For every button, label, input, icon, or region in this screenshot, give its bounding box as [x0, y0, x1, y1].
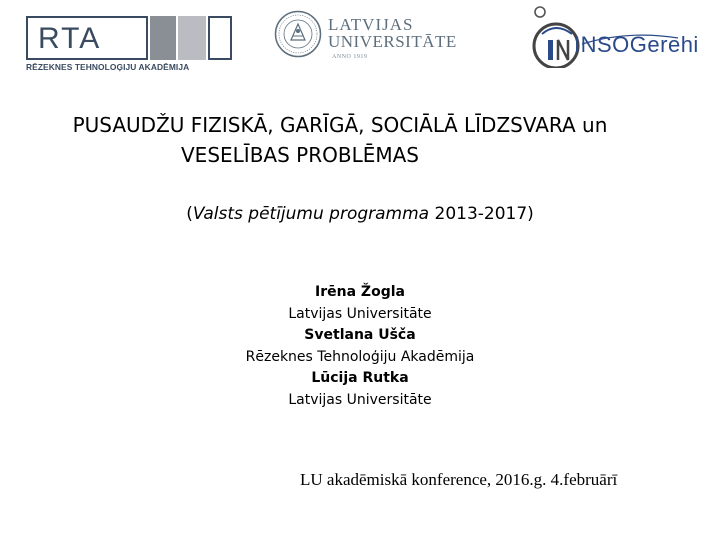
subtitle-open-paren: ( [186, 204, 193, 224]
title-line-2: VESELĪBAS PROBLĒMAS [181, 143, 419, 167]
rta-logo-dark-block [150, 16, 176, 60]
authors-list [0, 282, 720, 411]
author-name: Lūcija Rutka [311, 370, 409, 386]
title-line-1: PUSAUDŽU FIZISKĀ, GARĪGĀ, SOCIĀLĀ LĪDZSVARA un [72, 113, 608, 137]
lu-seal-icon [274, 10, 322, 58]
author-affiliation: Rēzeknes Tehnoloģiju Akadēmija [245, 348, 475, 365]
subtitle-program-name: Valsts pētījumu programma [192, 204, 430, 224]
subtitle-years: 2013-2017) [429, 204, 534, 224]
author-name: Irēna Žogla [315, 284, 405, 300]
slide-subtitle [0, 204, 720, 224]
author-affiliation: Latvijas Universitāte [288, 391, 432, 408]
author-name: Svetlana Ušča [304, 327, 416, 343]
rta-logo-caption: RĒZEKNES TEHNOLOĢIJU AKADĒMIJA [26, 62, 190, 72]
slide-title [20, 110, 700, 170]
rta-logo-box [26, 16, 148, 60]
lu-logo-line1: LATVIJAS [328, 15, 414, 34]
conference-line: LU akadēmiskā konference, 2016.g. 4.februārī [300, 470, 618, 489]
rta-logo-outline-block [208, 16, 232, 60]
author-affiliation: Latvijas Universitāte [288, 305, 432, 322]
rta-logo-light-block [178, 16, 206, 60]
lu-logo [272, 6, 457, 68]
lu-logo-anno: ANNO 1919 [332, 54, 368, 60]
rta-logo-letters: RTA [38, 22, 102, 55]
rta-logo [26, 16, 234, 72]
lu-logo-line2: UNIVERSITĀTE [328, 32, 457, 51]
inso-logo-text: INSOGerehi [574, 32, 699, 57]
inso-gerehi-logo [528, 4, 699, 68]
